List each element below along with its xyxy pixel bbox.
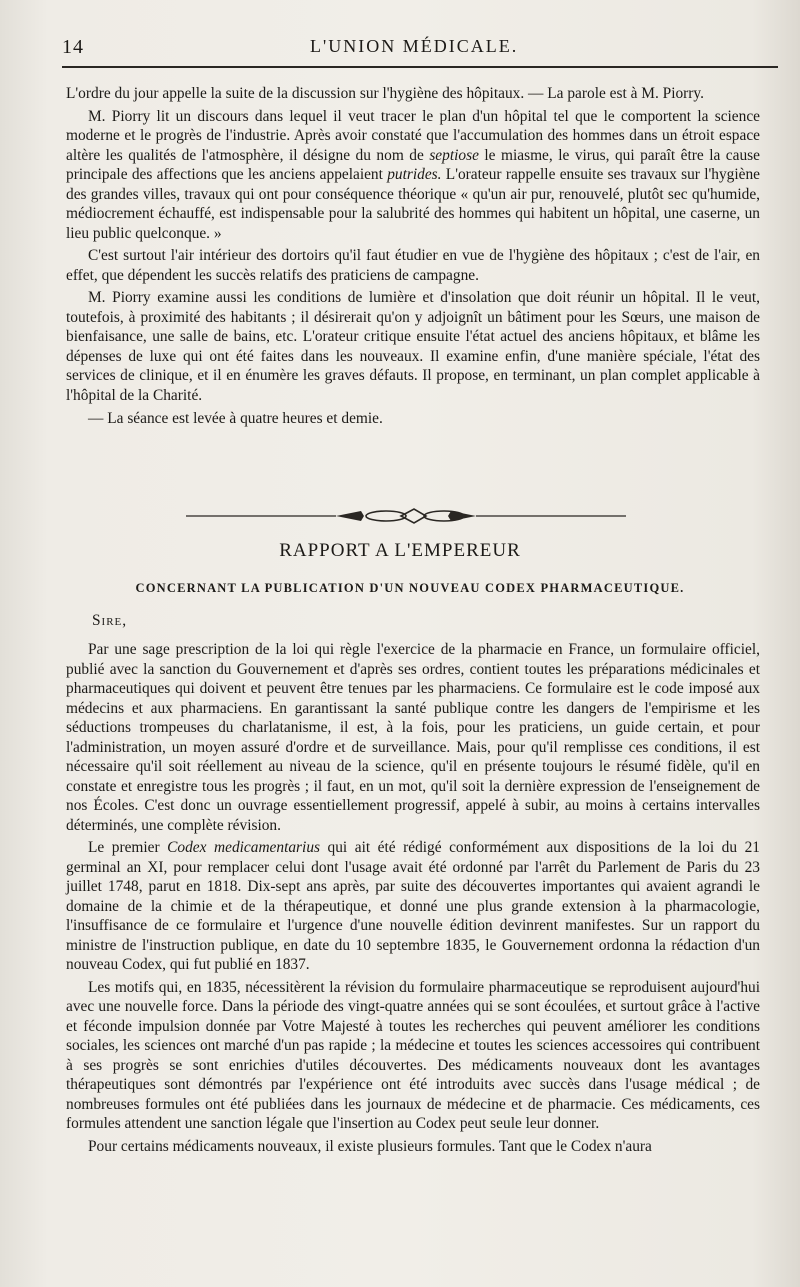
text-run: Le premier	[88, 839, 168, 856]
session-paragraph-4: M. Piorry examine aussi les conditions de lumière et d'insolation que doit réunir un hôpital. Il le veut, toutefois, à proximité des habitants ; il désirerait qu'on y adjoignît un bâtiment pour les Sœurs, une maison de bienfaisance, une salle de bains, etc. L'orateur critique ensuite l'état actuel des anciens hôpitaux, et blâme les dépenses de luxe qui ont été faites dans les nouveaux. Il examine enfin, d'une manière spéciale, l'état des services de clinique, et il en énumère les graves défauts. Il propose, en terminant, un plan complet applicable à l'hôpital de la Charité.	[66, 289, 760, 404]
session-paragraph-2	[66, 107, 760, 244]
report-subtitle: CONCERNANT LA PUBLICATION D'UN NOUVEAU CODEX PHARMACEUTIQUE.	[135, 581, 685, 595]
session-paragraph-3: C'est surtout l'air intérieur des dortoirs qu'il faut étudier en vue de l'hygiène des hôpitaux ; c'est de l'air, en effet, que dépendent les succès relatifs des praticiens de campagne.	[66, 247, 760, 284]
text-run: L'orateur rappelle ensuite ses travaux sur l'hygiène des grandes villes, travaux qui ont pour conséquence théorique « qu'un air pur, renouvelé, plutôt sec qu'humide, médiocrement échauffé, est indispensable pour la salubrité des hommes qui habitent un hôpital, une caserne, un lieu public quelconque. »	[66, 166, 760, 242]
italic-term-putrides: putrides.	[387, 166, 442, 183]
journal-title: L'UNION MÉDICALE.	[310, 36, 519, 56]
page-number: 14	[62, 36, 84, 58]
italic-term-septiose: septiose	[429, 146, 479, 164]
session-closing-line: — La séance est levée à quatre heures et demie.	[88, 410, 383, 427]
text-run: M. Piorry lit un discours dans lequel il veut tracer le plan d'un hôpital tel que le comportent la science moderne et le progrès de l'industrie. Après avoir constaté que l'accumulation des hommes dans un étroit espace altère les qualités de l'atmosphère, il désigne du nom de	[66, 107, 760, 164]
report-paragraph-4: Pour certains médicaments nouveaux, il existe plusieurs formules. Tant que le Codex n'aura	[88, 1137, 652, 1155]
session-paragraph-1: L'ordre du jour appelle la suite de la discussion sur l'hygiène des hôpitaux. — La parole est à M. Piorry.	[66, 85, 704, 102]
text-run: le miasme, le virus, qui paraît être la cause principale des affections que les anciens appelaient	[66, 146, 760, 183]
session-report	[66, 84, 760, 432]
ornamental-divider	[186, 505, 626, 527]
running-head	[62, 36, 780, 66]
italic-term-codex: Codex medicamentarius	[167, 839, 321, 856]
report-paragraph-1: Par une sage prescription de la loi qui règle l'exercice de la pharmacie en France, un formulaire officiel, publié avec la sanction du Gouvernement et d'après ses ordres, contient toutes les préparations médicinales et pharmaceutiques qui doivent et peuvent être tenues par les pharmaciens. Ce formulaire est le code imposé aux médecins et aux pharmaciens. En garantissant la santé publique contre les dangers de l'empirisme et les séductions trompeuses du charlatanisme, il est, à la fois, pour les praticiens, un guide certain, et pour l'administration, un moyen assuré d'ordre et de surveillance. Mais, pour qu'il remplisse ces conditions, il est nécessaire qu'il soit réellement au niveau de la science, qu'il en présente toujours le résumé fidèle, qu'il en constate et enregistre tous les progrès ; il faut, en un mot, qu'il soit la dernière expression de l'enseignement de nos Écoles. C'est donc un ouvrage essentiellement progressif, appelé à subir, au moins à certains intervalles déterminés, une complète révision.	[66, 641, 760, 834]
report-salutation: Sire,	[92, 612, 128, 629]
report-paragraph-3: Les motifs qui, en 1835, nécessitèrent la révision du formulaire pharmaceutique se reproduisent aujourd'hui avec une nouvelle force. Dans la période des vingt-quatre années qui se sont écoulées, et surtout grâce à l'active et féconde impulsion donnée par Votre Majesté à toutes les recherches qui peuvent améliorer les conditions sociales, les sciences ont marché d'un pas rapide ; la médecine et toutes les sciences accessoires qui contribuent à ses progrès se sont enrichies d'utiles découvertes. Des médicaments nouveaux dont les avantages thérapeutiques sont démontrés par l'expérience ont été introduits avec succès dans l'usage médical ; de nombreuses formules ont été publiées dans les journaux de médecine et de pharmacie. Ces médicaments, ces formules attendent une sanction légale que l'insertion au Codex peut seule leur donner.	[66, 978, 760, 1132]
report-title: RAPPORT A L'EMPEREUR	[279, 540, 521, 561]
header-rule	[62, 66, 778, 68]
report-paragraph-2	[66, 838, 760, 975]
report-body	[66, 640, 760, 1159]
text-run: qui ait été rédigé conformément aux dispositions de la loi du 21 germinal an XI, pour remplacer celui dont l'usage avait été ordonné par l'arrêt du Parlement de Paris du 23 juillet 1748, parut en 1818. Dix-sept ans après, par suite des découvertes importantes qui avaient agrandi le domaine de la chimie et de la thérapeutique, et donné une plus grande extension à la pharmacologie, l'insuffisance de ce formulaire et l'urgence d'une nouvelle édition devinrent manifestes. Sur un rapport du ministre de l'instruction publique, en date du 10 septembre 1835, le Gouvernement ordonna la rédaction d'un nouveau Codex, qui fut publié en 1837.	[66, 839, 760, 973]
